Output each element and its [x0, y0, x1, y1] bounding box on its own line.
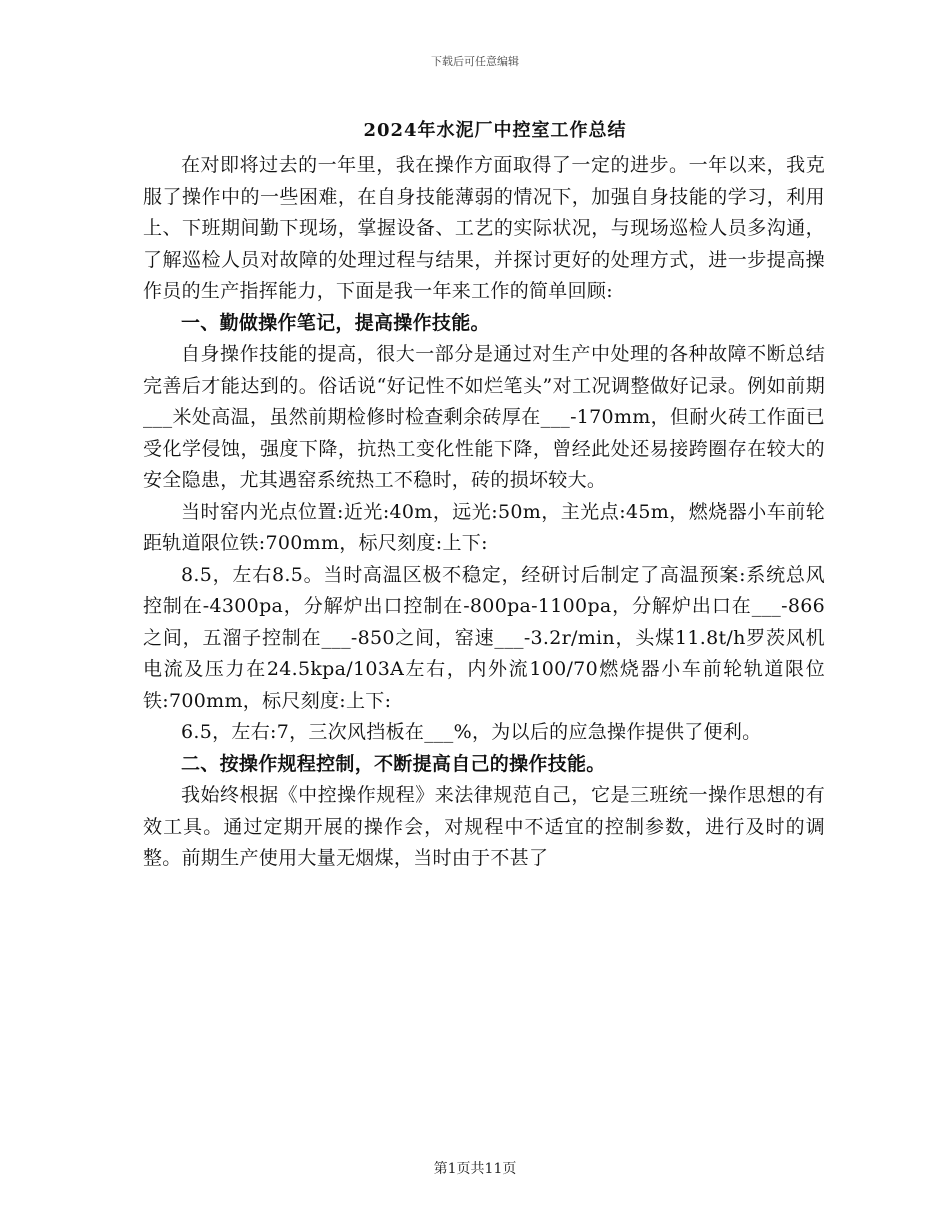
page-number: 第1页共11页: [433, 1161, 517, 1177]
paragraph-high-temp-plan: 8.5，左右8.5。当时高温区极不稳定，经研讨后制定了高温预案:系统总风控制在-4300pa，分解炉出口控制在-800pa-1100pa，分解炉出口在___-866之间，五溜子控制在___-850之间，窑速___-3.2r/min，头煤11.8t/h罗茨风机电流及压力在24.5kpa/103A左右，内外流100/70燃烧器小车前轮轨道限位铁:700mm，标尺刻度:上下:: [143, 563, 825, 712]
paragraph-operating-rules: 我始终根据《中控操作规程》来法律规范自己，它是三班统一操作思想的有效工具。通过定期开展的操作会，对规程中不适宜的控制参数，进行及时的调整。前期生产使用大量无烟煤，当时由于不甚了: [143, 784, 825, 869]
section-heading-1: 一、勤做操作笔记，提高操作技能。: [181, 311, 490, 334]
section-heading-2: 二、按操作规程控制，不断提高自己的操作技能。: [181, 752, 606, 775]
paragraph-tertiary-air: 6.5，左右:7，三次风挡板在___%，为以后的应急操作提供了便利。: [181, 721, 762, 743]
paragraph-light-position: 当时窑内光点位置:近光:40m，远光:50m，主光点:45m，燃烧器小车前轮距轨道限位铁:700mm，标尺刻度:上下:: [143, 500, 825, 554]
page-header-note: 下载后可任意编辑: [431, 55, 519, 68]
paragraph-intro: 在对即将过去的一年里，我在操作方面取得了一定的进步。一年以来，我克服了操作中的一些困难，在自身技能薄弱的情况下，加强自身技能的学习，利用上、下班期间勤下现场，掌握设备、工艺的实际状况，与现场巡检人员多沟通，了解巡检人员对故障的处理过程与结果，并探讨更好的处理方式，进一步提高操作员的生产指挥能力，下面是我一年来工作的简单回顾:: [143, 154, 825, 302]
paragraph-notes: 自身操作技能的提高，很大一部分是通过对生产中处理的各种故障不断总结完善后才能达到的。俗话说“好记性不如烂笔头”对工况调整做好记录。例如前期___米处高温，虽然前期检修时检查剩余砖厚在___-170mm，但耐火砖工作面已受化学侵蚀，强度下降，抗热工变化性能下降，曾经此处还易接跨圈存在较大的安全隐患，尤其遇窑系统热工不稳时，砖的损坏较大。: [143, 343, 825, 491]
document-title: 2024年水泥厂中控室工作总结: [363, 120, 627, 141]
document-body: [143, 150, 825, 875]
